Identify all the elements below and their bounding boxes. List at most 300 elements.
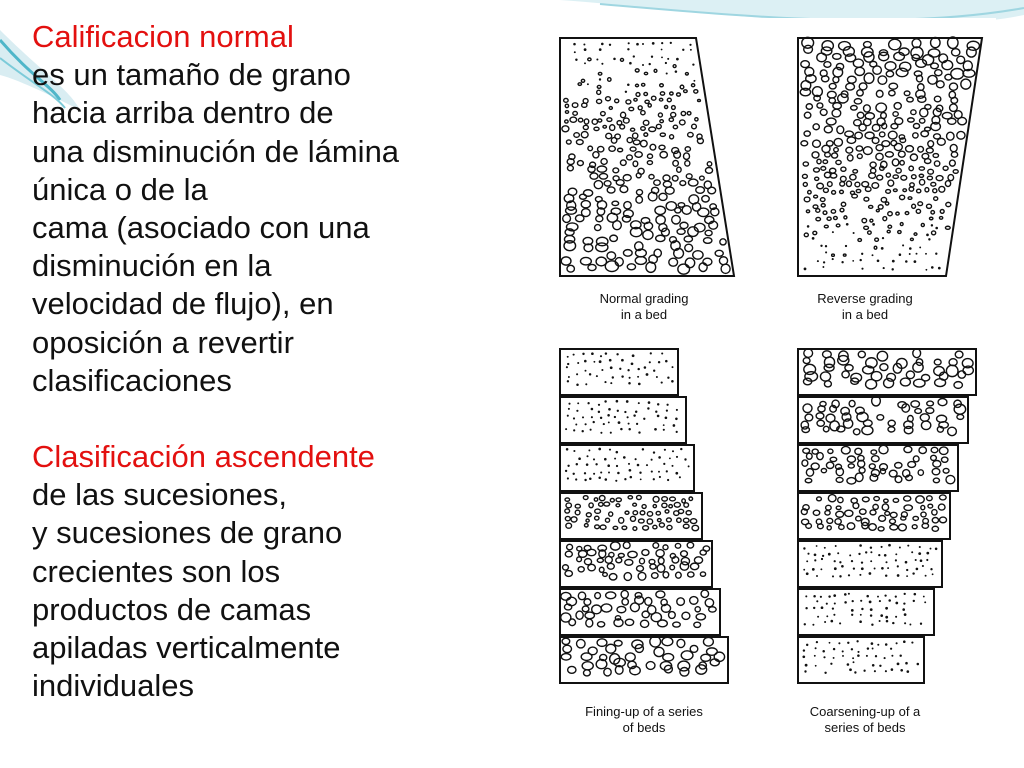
grain-dot	[853, 232, 855, 234]
grain-dot	[877, 259, 880, 262]
grain-dot	[925, 253, 927, 255]
grain-dot	[804, 268, 807, 271]
grain-dot	[823, 656, 825, 658]
text-line: una disminución de lámina	[32, 133, 400, 169]
grain-dot	[643, 418, 645, 420]
grain-dot	[926, 559, 928, 561]
grain-dot	[920, 559, 923, 562]
grain-dot	[599, 48, 602, 51]
grain-dot	[568, 403, 570, 405]
grain-dot	[911, 642, 913, 644]
grain-dot	[835, 545, 837, 547]
grain-dot	[816, 575, 818, 577]
grain-dot	[590, 429, 592, 431]
grain-dot	[888, 599, 891, 602]
grain-dot	[613, 58, 616, 61]
grain-dot	[852, 260, 854, 262]
grain-dot	[865, 551, 867, 553]
bed-rect	[560, 349, 678, 395]
grain-dot	[861, 567, 864, 570]
text-line: disminución en la	[32, 248, 272, 284]
grain-dot	[863, 670, 865, 672]
grain-dot	[576, 373, 578, 375]
grain-dot	[872, 254, 874, 256]
grain-dot	[632, 354, 635, 357]
grain-dot	[935, 253, 937, 255]
grain-dot	[891, 655, 893, 657]
grain-dot	[844, 601, 847, 604]
caption-coarsening-line1: Coarsening-up of a	[809, 704, 921, 719]
text-line: única o de la	[32, 171, 208, 207]
grain-dot	[852, 657, 854, 659]
grain-dot	[881, 567, 884, 570]
grain-dot	[647, 407, 649, 409]
caption-normal-line2: in a bed	[620, 307, 668, 322]
grain-dot	[598, 411, 600, 413]
grain-dot	[591, 408, 594, 411]
grain-dot	[667, 377, 669, 379]
text-line: de las sucesiones,	[32, 477, 288, 513]
grain-dot	[617, 472, 620, 475]
grain-dot	[690, 49, 692, 51]
grain-dot	[814, 559, 816, 561]
grain-dot	[601, 63, 603, 65]
grain-dot	[675, 418, 678, 421]
grain-dot	[861, 253, 863, 255]
grain-dot	[666, 470, 668, 472]
grain-dot	[593, 421, 595, 423]
grain-dot	[896, 642, 898, 644]
grain-dot	[640, 478, 642, 480]
grain-dot	[644, 366, 647, 369]
grain-dot	[598, 404, 600, 406]
grain-dot	[593, 458, 595, 460]
grain-dot	[834, 567, 837, 570]
grain-dot	[679, 476, 681, 478]
grain-dot	[899, 253, 902, 256]
grain-dot	[595, 463, 597, 465]
grain-dot	[575, 478, 577, 480]
grain-dot	[575, 58, 577, 60]
grain-dot	[906, 569, 908, 571]
grain-dot	[877, 644, 879, 646]
grain-dot	[586, 463, 589, 466]
grain-dot	[693, 80, 695, 82]
grain-dot	[567, 356, 569, 358]
grain-dot	[578, 457, 581, 460]
grain-dot	[907, 545, 909, 547]
grading-diagram	[536, 18, 996, 748]
heading-normal-grading: Calificacion normal	[32, 19, 294, 54]
grain-dot	[567, 477, 569, 479]
grain-dot	[637, 376, 639, 378]
grain-dot	[823, 261, 825, 263]
grain-dot	[601, 43, 604, 46]
grain-dot	[600, 432, 602, 434]
grain-dot	[837, 552, 839, 554]
grain-dot	[628, 423, 630, 425]
grain-dot	[616, 451, 619, 454]
grain-dot	[614, 458, 616, 460]
grain-dot	[926, 552, 929, 555]
grain-dot	[665, 360, 668, 363]
grain-dot	[857, 654, 860, 657]
grain-dot	[935, 548, 938, 551]
grain-dot	[813, 607, 815, 609]
grain-dot	[899, 654, 901, 656]
grain-dot	[615, 480, 617, 482]
grain-dot	[601, 369, 603, 371]
grain-dot	[591, 416, 593, 418]
grain-dot	[872, 223, 875, 226]
grain-dot	[636, 423, 638, 425]
coarsening-up-diagram	[798, 349, 976, 683]
grain-dot	[859, 620, 862, 623]
grain-dot	[663, 463, 665, 465]
grain-dot	[637, 464, 640, 467]
grain-dot	[607, 414, 610, 417]
grain-dot	[585, 383, 587, 385]
grain-dot	[573, 450, 575, 452]
grain-dot	[852, 600, 854, 602]
grain-dot	[664, 449, 666, 451]
grain-dot	[637, 368, 639, 370]
grain-dot	[654, 428, 657, 431]
grain-dot	[883, 267, 885, 269]
grain-dot	[659, 476, 661, 478]
grain-dot	[604, 400, 606, 402]
grain-dot	[812, 237, 815, 240]
text-line: hacia arriba dentro de	[32, 95, 334, 131]
grain-dot	[905, 260, 908, 263]
bed-rect	[798, 589, 934, 635]
grain-dot	[805, 607, 807, 609]
grain-dot	[895, 559, 897, 561]
grain-dot	[825, 245, 827, 247]
grain-dot	[665, 62, 667, 64]
grain-dot	[913, 600, 915, 602]
text-line: cama (asociado con una	[32, 210, 370, 246]
grain-dot	[879, 600, 881, 602]
grain-dot	[916, 253, 918, 255]
grain-dot	[869, 601, 872, 604]
grain-dot	[609, 44, 611, 46]
grain-dot	[895, 602, 898, 605]
text-line: velocidad de flujo), en	[32, 286, 334, 322]
grain-dot	[931, 224, 933, 226]
grain-dot	[614, 416, 616, 418]
grain-dot	[817, 616, 819, 618]
grain-dot	[820, 245, 822, 247]
grain-dot	[671, 380, 674, 383]
grain-dot	[584, 479, 586, 481]
grain-dot	[821, 558, 823, 560]
grain-dot	[832, 258, 834, 260]
grain-dot	[676, 58, 679, 61]
grain-dot	[874, 670, 876, 672]
grain-dot	[675, 70, 678, 73]
grain-dot	[566, 366, 568, 368]
grain-dot	[879, 665, 881, 667]
grain-dot	[653, 451, 655, 453]
grain-dot	[919, 546, 921, 548]
grain-dot	[582, 353, 584, 355]
grain-dot	[841, 261, 843, 263]
grain-dot	[803, 569, 805, 571]
grain-dot	[879, 620, 881, 622]
text-line: apiladas verticalmente	[32, 630, 341, 666]
caption-fining-line1: Fining-up of a series	[585, 704, 703, 719]
grain-dot	[848, 574, 850, 576]
text-line: individuales	[32, 668, 194, 704]
grain-dot	[885, 574, 887, 576]
grain-dot	[882, 237, 884, 239]
grain-dot	[830, 663, 832, 665]
grain-dot	[635, 458, 637, 460]
grain-dot	[573, 473, 575, 475]
grain-dot	[851, 614, 853, 616]
grain-dot	[628, 463, 630, 465]
grain-dot	[628, 428, 630, 430]
grain-dot	[871, 623, 873, 625]
grain-dot	[857, 651, 859, 653]
grain-dot	[918, 552, 921, 555]
grain-dot	[651, 56, 653, 58]
grain-dot	[870, 614, 872, 616]
normal-grading-diagram	[560, 38, 734, 276]
grain-dot	[573, 354, 575, 356]
grain-dot	[676, 456, 678, 458]
grain-dot	[833, 594, 836, 597]
grain-dot	[596, 58, 598, 60]
grain-dot	[914, 593, 917, 596]
grain-dot	[812, 568, 815, 571]
grain-dot	[605, 478, 608, 481]
grain-dot	[620, 428, 622, 430]
grain-dot	[884, 594, 886, 596]
grain-dot	[642, 448, 644, 450]
grain-dot	[676, 431, 678, 433]
grain-dot	[630, 476, 633, 479]
grain-dot	[608, 421, 610, 423]
grain-dot	[895, 553, 897, 555]
grain-dot	[849, 668, 852, 671]
grain-dot	[610, 432, 612, 434]
grain-dot	[667, 58, 669, 60]
grain-dot	[663, 424, 665, 426]
grain-dot	[582, 416, 584, 418]
grain-dot	[671, 465, 673, 467]
grain-dot	[610, 382, 612, 384]
grain-dot	[890, 648, 892, 650]
grain-dot	[661, 352, 663, 354]
grain-dot	[573, 417, 575, 419]
grain-dot	[672, 366, 674, 368]
grain-dot	[861, 268, 863, 270]
grain-dot	[833, 657, 835, 659]
grain-dot	[826, 615, 828, 617]
grain-dot	[807, 225, 810, 228]
grain-dot	[829, 642, 831, 644]
grain-dot	[861, 608, 863, 610]
grain-dot	[667, 479, 669, 481]
grain-dot	[617, 410, 619, 412]
grain-dot	[904, 613, 907, 616]
grain-dot	[608, 472, 610, 474]
grain-dot	[880, 614, 883, 617]
grain-dot	[822, 266, 824, 268]
grain-dot	[885, 616, 888, 619]
grain-dot	[648, 401, 651, 404]
grain-dot	[826, 603, 828, 605]
grain-dot	[906, 575, 908, 577]
grain-dot	[565, 470, 567, 472]
grain-dot	[675, 472, 678, 475]
grain-dot	[848, 593, 850, 595]
grain-dot	[847, 642, 849, 644]
grain-dot	[658, 471, 660, 473]
grain-dot	[608, 408, 611, 411]
grain-dot	[856, 640, 858, 642]
grain-dot	[642, 43, 644, 45]
grain-dot	[814, 553, 817, 556]
grain-dot	[830, 620, 833, 623]
grain-dot	[866, 655, 868, 657]
grain-dot	[627, 416, 629, 418]
grain-dot	[895, 596, 897, 598]
grain-dot	[650, 352, 652, 354]
grain-dot	[925, 269, 927, 271]
grain-dot	[633, 55, 635, 57]
grain-dot	[922, 565, 924, 567]
grain-dot	[802, 655, 805, 658]
grain-dot	[897, 663, 900, 666]
grain-dot	[655, 411, 657, 413]
grain-dot	[871, 642, 874, 645]
grain-dot	[817, 260, 819, 262]
grain-dot	[627, 369, 629, 371]
grain-dot	[928, 238, 930, 240]
grain-dot	[845, 245, 847, 247]
grain-dot	[903, 602, 905, 604]
grain-dot	[803, 649, 805, 651]
grain-dot	[914, 260, 917, 263]
grain-dot	[822, 650, 825, 653]
grain-dot	[646, 373, 649, 376]
grain-dot	[666, 410, 668, 412]
grain-dot	[815, 665, 817, 667]
grain-dot	[874, 568, 876, 570]
grain-dot	[884, 554, 887, 557]
grain-dot	[803, 547, 805, 549]
grain-dot	[589, 477, 592, 480]
grain-dot	[839, 561, 841, 563]
grain-dot	[657, 415, 660, 418]
grain-dot	[576, 383, 579, 386]
text-column	[32, 18, 522, 705]
text-line: y sucesiones de grano	[32, 515, 343, 551]
grain-dot	[892, 622, 894, 624]
grain-dot	[853, 661, 855, 663]
grain-dot	[897, 565, 899, 567]
grain-dot	[616, 465, 618, 467]
grain-dot	[665, 416, 668, 419]
grain-dot	[598, 477, 601, 480]
grain-dot	[587, 83, 589, 85]
grain-dot	[574, 51, 576, 53]
grain-dot	[661, 49, 663, 51]
grain-dot	[582, 430, 584, 432]
grain-dot	[588, 449, 590, 451]
grain-dot	[657, 403, 659, 405]
grain-dot	[596, 375, 598, 377]
grain-dot	[866, 595, 869, 598]
grain-dot	[635, 410, 637, 412]
text-line: clasificaciones	[32, 362, 232, 398]
grain-dot	[816, 545, 818, 547]
grain-dot	[628, 42, 630, 44]
grain-dot	[904, 593, 906, 595]
grain-dot	[646, 464, 648, 466]
caption-reverse-line1: Reverse grading	[817, 291, 913, 306]
grain-dot	[909, 624, 911, 626]
grain-dot	[658, 456, 661, 459]
grain-dot	[585, 423, 587, 425]
grain-dot	[661, 382, 663, 384]
grain-dot	[567, 415, 569, 417]
grain-dot	[649, 361, 651, 363]
grain-dot	[838, 642, 840, 644]
grain-dot	[905, 662, 908, 665]
grain-dot	[629, 469, 632, 472]
grain-dot	[825, 251, 827, 253]
grain-dot	[612, 376, 614, 378]
grain-dot	[916, 568, 919, 571]
grain-dot	[930, 548, 932, 550]
grain-dot	[586, 455, 588, 457]
grain-dot	[666, 72, 668, 74]
grain-dot	[881, 247, 884, 250]
grain-dot	[833, 648, 835, 650]
grain-dot	[584, 360, 587, 363]
grain-dot	[897, 574, 900, 577]
grain-dot	[584, 62, 586, 64]
grain-dot	[616, 400, 619, 403]
grain-dot	[847, 663, 850, 666]
fining-up-diagram	[560, 349, 728, 683]
grain-dot	[607, 464, 610, 467]
caption-coarsening-line2: series of beds	[824, 720, 906, 735]
grain-dot	[652, 42, 655, 45]
bed-rect	[560, 445, 694, 491]
grain-dot	[684, 458, 686, 460]
grain-dot	[859, 574, 861, 576]
grain-dot	[881, 546, 883, 548]
grain-dot	[621, 375, 623, 377]
grain-dot	[853, 567, 855, 569]
grain-dot	[653, 370, 655, 372]
grain-dot	[566, 448, 569, 451]
grain-dot	[599, 78, 601, 80]
grain-dot	[909, 253, 911, 255]
grain-dot	[891, 268, 893, 270]
grain-dot	[839, 622, 841, 624]
grain-dot	[568, 376, 570, 378]
grain-dot	[672, 450, 674, 452]
grain-dot	[631, 362, 634, 365]
grain-dot	[807, 553, 809, 555]
grain-dot	[938, 267, 941, 270]
